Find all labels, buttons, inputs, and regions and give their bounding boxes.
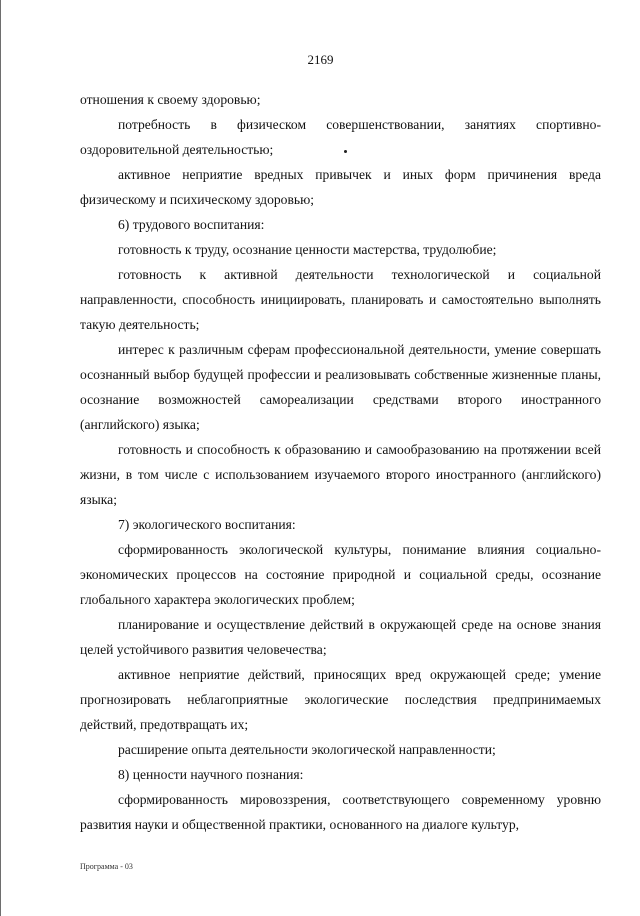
paragraph: интерес к различным сферам профессиональной деятельности, умение совершать осознанный выбор будущей профессии и реализовывать собственные жизненные планы, осознание возможностей самореализации средствами второго иностранного (английского) языка; bbox=[80, 342, 601, 432]
paragraph: готовность и способность к образованию и самообразованию на протяжении всей жизни, в том числе с использованием изучаемого второго иностранного (английского) языка; bbox=[80, 442, 601, 507]
paragraph: отношения к своему здоровью; bbox=[80, 92, 261, 107]
paragraph: планирование и осуществление действий в окружающей среде на основе знания целей устойчивого развития человечества; bbox=[80, 617, 601, 657]
paragraph: готовность к труду, осознание ценности мастерства, трудолюбие; bbox=[118, 242, 497, 257]
paragraph: расширение опыта деятельности экологической направленности; bbox=[118, 742, 496, 757]
page-number: 2169 bbox=[307, 52, 334, 67]
section-heading: 6) трудового воспитания: bbox=[118, 217, 265, 232]
paragraph: потребность в физическом совершенствовании, занятиях спортивно-оздоровительной деятельностью; bbox=[80, 117, 601, 157]
paragraph: готовность к активной деятельности технологической и социальной направленности, способность инициировать, планировать и самостоятельно выполнять такую деятельность; bbox=[80, 267, 601, 332]
paragraph: сформированность мировоззрения, соответствующего современному уровню развития науки и общественной практики, основанного на диалоге культур, bbox=[80, 792, 601, 832]
section-heading: 8) ценности научного познания: bbox=[118, 767, 304, 782]
document-body bbox=[80, 87, 601, 837]
footer-label: Программа - 03 bbox=[80, 862, 133, 871]
paragraph: активное неприятие вредных привычек и иных форм причинения вреда физическому и психическому здоровью; bbox=[80, 167, 601, 207]
paragraph: сформированность экологической культуры, понимание влияния социально-экономических процессов на состояние природной и социальной среды, осознание глобального характера экологических проблем; bbox=[80, 542, 601, 607]
section-heading: 7) экологического воспитания: bbox=[118, 517, 296, 532]
paragraph: активное неприятие действий, приносящих вред окружающей среде; умение прогнозировать неблагоприятные экологические последствия предпринимаемых действий, предотвращать их; bbox=[80, 667, 601, 732]
